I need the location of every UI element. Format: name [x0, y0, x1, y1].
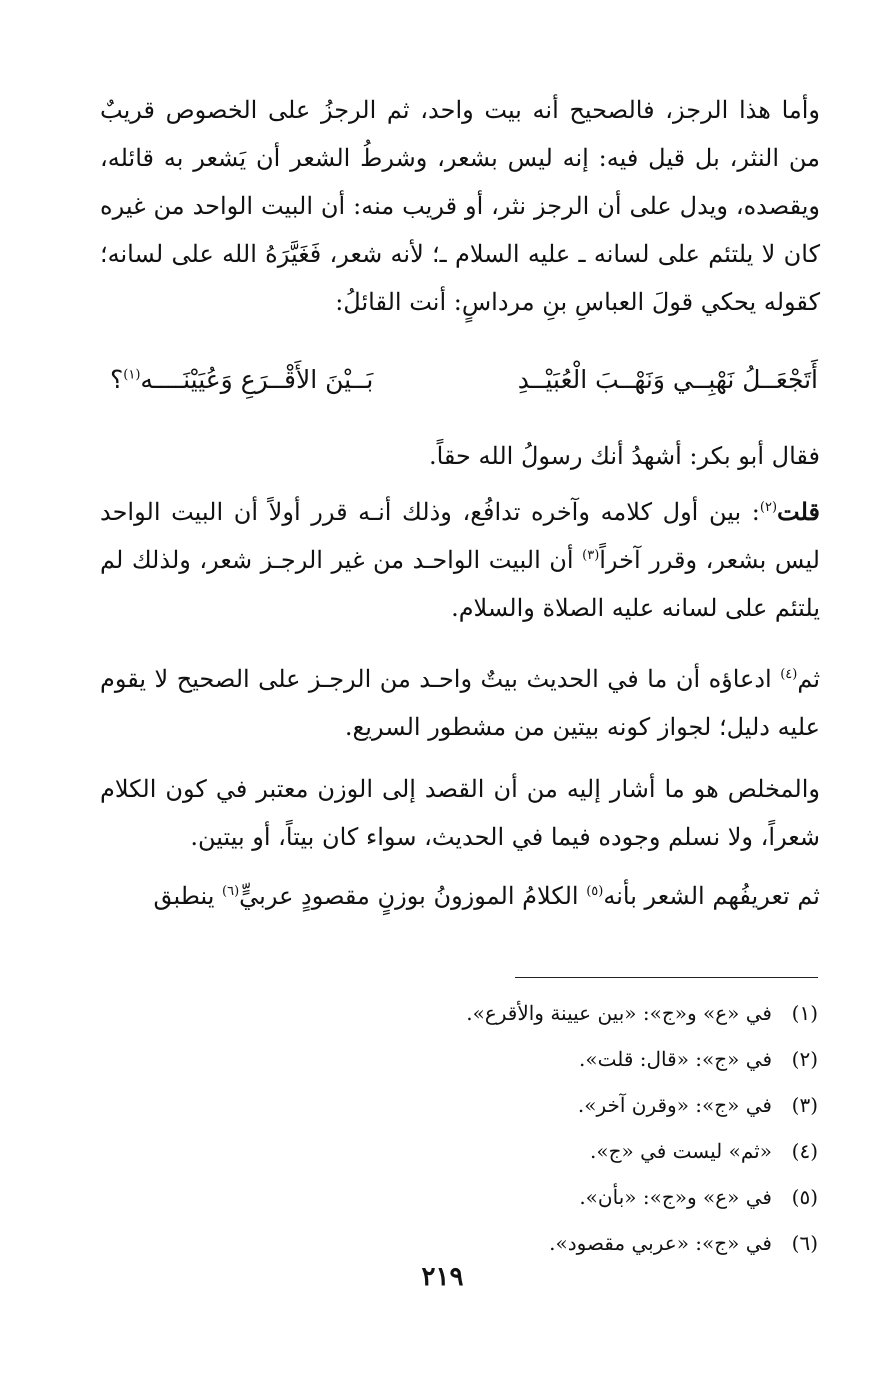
footnote-text: في «ج»: «عربي مقصود».: [549, 1231, 772, 1255]
paragraph-4-lead: ثم: [797, 665, 820, 693]
footnote-number: (٤): [791, 1139, 818, 1163]
paragraph-6-text-c: ينطبق: [153, 882, 222, 910]
footnote-item: [300, 1082, 818, 1128]
paragraph-2: فقال أبو بكر: أشهدُ أنك رسولُ الله حقاً.: [428, 442, 820, 470]
paragraph-3-text-a: : بين أول كلامه وآخره تدافُع، وذلك أنـه قرر أولاً أن البيت الواحد ليس بشعر، وقرر آخراً: [100, 498, 820, 574]
footnote-number: (٥): [791, 1185, 818, 1209]
paragraph-6-text-b: الكلامُ الموزونُ بوزنٍ مقصودٍ عربيٍّ: [239, 882, 587, 910]
footnote-item: [300, 1174, 818, 1220]
footnote-text: في «ع» و«ج»: «بين عيينة والأقرع».: [466, 1001, 772, 1025]
footnote-ref-1: (١): [123, 367, 141, 383]
paragraph-6: [100, 872, 820, 920]
paragraph-6-text-a: ثم تعريفُهم الشعر بأنه: [603, 882, 820, 910]
footnote-item: [300, 1220, 818, 1266]
footnote-ref-5: (٥): [586, 884, 604, 899]
verse-second-hemistich-group: [110, 356, 373, 404]
paragraph-3-text-b: أن البيت الواحـد من غير الرجـز شعر، ولذلك لم يلتئم على لسانه عليه الصلاة والسلام.: [100, 546, 820, 622]
paragraph-5: والمخلص هو ما أشار إليه من أن القصد إلى الوزن معتبر في كون الكلام شعراً، ولا نسلم وجوده فيما في الحديث، سواء كان بيتاً، أو بيتين.: [100, 775, 820, 851]
paragraph-1: وأما هذا الرجز، فالصحيح أنه بيت واحد، ثم الرجزُ على الخصوص قريبٌ من النثر، بل قيل فيه: إنه ليس بشعر، وشرطُ الشعر أن يَشعر به قائله، ويقصده، ويدل على أن الرجز نثر، أو قريب منه: أن البيت الواحد من غيره كان لا يلتئم على لسانه ـ عليه السلام ـ؛ لأنه شعر، فَغَيَّرَهُ الله على لسانه؛ كقوله يحكي قولَ العباسِ بنِ مرداسٍ: أنت القائلُ:: [100, 96, 820, 316]
verse-question-mark: ؟: [110, 365, 124, 394]
footnote-ref-2: (٢): [759, 500, 778, 515]
paragraph-6-block: [100, 872, 820, 920]
main-text-block: [100, 86, 820, 326]
poetry-verse: [100, 356, 820, 410]
footnote-number: (٢): [791, 1047, 818, 1071]
footnote-text: في «ع» و«ج»: «بأن».: [579, 1185, 772, 1209]
footnote-text: «ثم» ليست في «ج».: [589, 1139, 772, 1163]
paragraph-5-block: [100, 765, 820, 861]
footnote-ref-4: (٤): [780, 667, 798, 682]
footnote-text: في «ج»: «قال: قلت».: [579, 1047, 772, 1071]
page-number: ٢١٩: [421, 1262, 464, 1292]
footnote-separator: [515, 977, 818, 978]
footnote-text: في «ج»: «وقرن آخر».: [577, 1093, 772, 1117]
paragraph-4-block: [100, 655, 820, 751]
paragraph-3-lead: قلت: [777, 497, 820, 526]
paragraph-4-text: ادعاؤه أن ما في الحديث بيتٌ واحـد من الرجـز على الصحيح لا يقوم عليه دليل؛ لجواز كونه بيتين من مشطور السريع.: [100, 665, 820, 741]
paragraph-2-block: [100, 432, 820, 480]
footnotes-list: [300, 990, 818, 1266]
paragraph-3-block: [100, 488, 820, 632]
footnote-item: [300, 1036, 818, 1082]
verse-first-hemistich: أَتَجْعَــلُ نَهْبِــي وَنَهْــبَ الْعُبَيْــدِ: [517, 365, 818, 394]
footnote-item: [300, 990, 818, 1036]
paragraph-4: [100, 655, 820, 751]
footnote-number: (٦): [791, 1231, 818, 1255]
footnote-item: [300, 1128, 818, 1174]
footnote-ref-3: (٣): [582, 548, 600, 563]
footnote-number: (١): [791, 1001, 818, 1025]
footnote-number: (٣): [791, 1093, 818, 1117]
paragraph-3: [100, 488, 820, 632]
footnote-ref-6: (٦): [222, 884, 240, 899]
verse-second-hemistich: بَــيْنَ الأَقْــرَعِ وَعُيَيْنَــــه: [140, 365, 374, 394]
